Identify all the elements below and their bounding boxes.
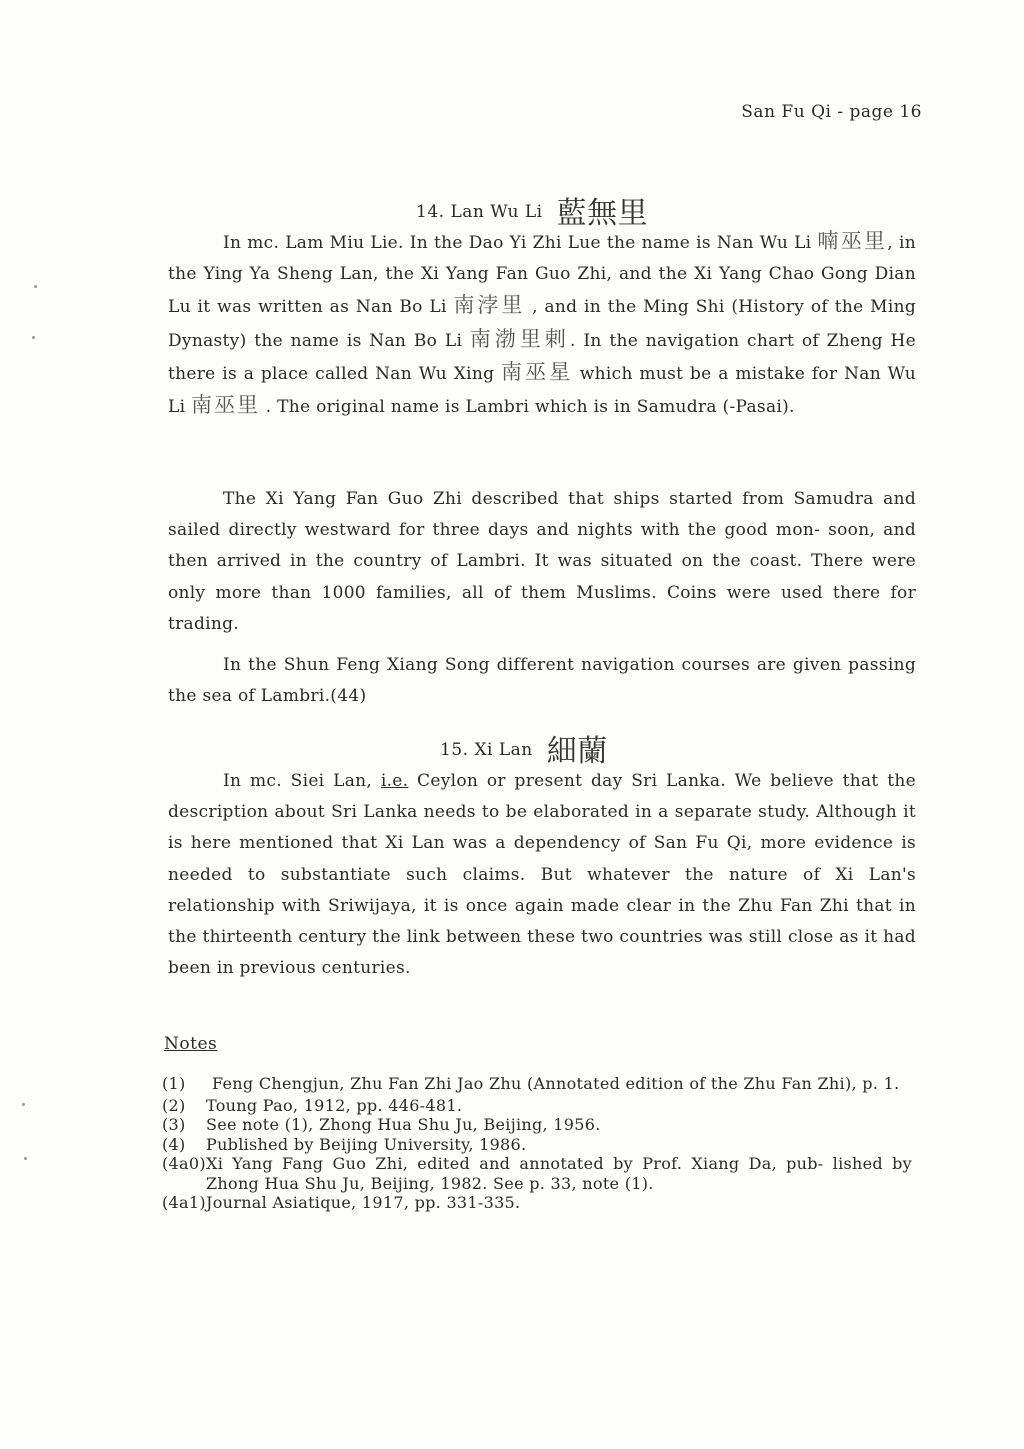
handwritten-cjk: 南巫星 [501, 359, 574, 384]
handwritten-cjk: 南浡里 [453, 293, 526, 318]
note-text: Journal Asiatique, 1917, pp. 331-335. [206, 1193, 521, 1212]
note-text: Published by Beijing University, 1986. [206, 1134, 527, 1154]
page-number-header: San Fu Qi - page 16 [741, 102, 922, 122]
section-15-title-text: 15. Xi Lan [440, 740, 533, 760]
section-15-title-cjk: 細蘭 [546, 734, 608, 769]
text-run: . In the navigation chart of Zheng He there is a place called Nan Wu Xing [168, 330, 917, 384]
section-14-title-text: 14. Lan Wu Li [416, 202, 543, 222]
text-run: , and in the Ming Shi (History of the Ming Dynasty) the name is Nan Bo Li [168, 297, 917, 351]
underlined-abbreviation: i.e. [380, 771, 409, 791]
section-15-title [440, 726, 608, 770]
section-14-paragraph-3: In the Shun Feng Xiang Song different navigation courses are given passing the sea of Lambri.(44) [168, 655, 916, 707]
text-run: In mc. Lam Miu Lie. In the Dao Yi Zhi Lue the name is Nan Wu Li [223, 233, 818, 253]
note-text: Toung Pao, 1912, pp. 446-481. [206, 1095, 463, 1115]
text-run: . The original name is Lambri which is in Samudra (-Pasai). [260, 397, 795, 418]
note-item [162, 1074, 912, 1094]
notes-list [162, 1074, 912, 1213]
note-text: See note (1), Zhong Hua Shu Ju, Beijing, 1956. [206, 1115, 601, 1134]
scan-speck [32, 336, 35, 339]
note-item [162, 1115, 912, 1135]
note-number: (2) [162, 1095, 186, 1115]
handwritten-cjk: 南巫里 [191, 393, 261, 418]
notes-heading: Notes [164, 1034, 218, 1054]
note-number: (1) [162, 1074, 186, 1093]
note-text: Xi Yang Fang Guo Zhi, edited and annotated by Prof. Xiang Da, pub- lished by Zhong Hua Shu Ju, Beijing, 1982. See p. 33, note (1). [206, 1154, 912, 1193]
note-number: (4a0) [162, 1154, 206, 1173]
section-14-paragraph-1 [168, 226, 916, 423]
section-15-paragraph-1 [168, 766, 916, 984]
note-item [162, 1135, 912, 1155]
text-run: In mc. Siei Lan, [223, 771, 381, 791]
note-item [162, 1096, 912, 1116]
handwritten-cjk: 南渤里剌 [469, 326, 570, 351]
text-run: which must be a mistake for Nan Wu Li [168, 363, 917, 418]
note-number: (3) [162, 1115, 186, 1134]
scan-speck [22, 1103, 25, 1106]
note-text: Feng Chengjun, Zhu Fan Zhi Jao Zhu (Annotated edition of the Zhu Fan Zhi), p. 1. [212, 1074, 900, 1093]
text-run: Ceylon or present day Sri Lanka. We believe that the description about Sri Lanka needs to be elaborated in a separate study. Although it is here mentioned that Xi Lan was a dependency of San Fu Qi, more evidence is needed to substantiate such claims. But whatever the nature of Xi Lan's relationship with Sriwijaya, it is once again made clear in the Zhu Fan Zhi that in the thirteenth century the link between these two countries was still close as it had been in previous centuries. [168, 771, 916, 979]
scan-speck [34, 285, 37, 288]
scan-speck [24, 1157, 27, 1160]
note-number: (4) [162, 1134, 186, 1154]
section-14-title-cjk: 藍無里 [556, 196, 649, 231]
section-14-paragraph-2: The Xi Yang Fan Guo Zhi described that ships started from Samudra and sailed directly westward for three days and nights with the good mon- soon, and then arrived in the country of Lambri. It was situated on the coast. There were only more than 1000 families, all of them Muslims. Coins were used there for trading. [168, 489, 916, 634]
note-item [162, 1154, 912, 1193]
text-run: , in the Ying Ya Sheng Lan, the Xi Yang Fan Guo Zhi, and the Xi Yang Chao Gong Dian Lu it was written as Nan Bo Li [168, 233, 916, 318]
note-item [162, 1193, 912, 1213]
handwritten-cjk: 喃巫里 [817, 229, 888, 253]
note-number: (4a1) [162, 1193, 206, 1212]
